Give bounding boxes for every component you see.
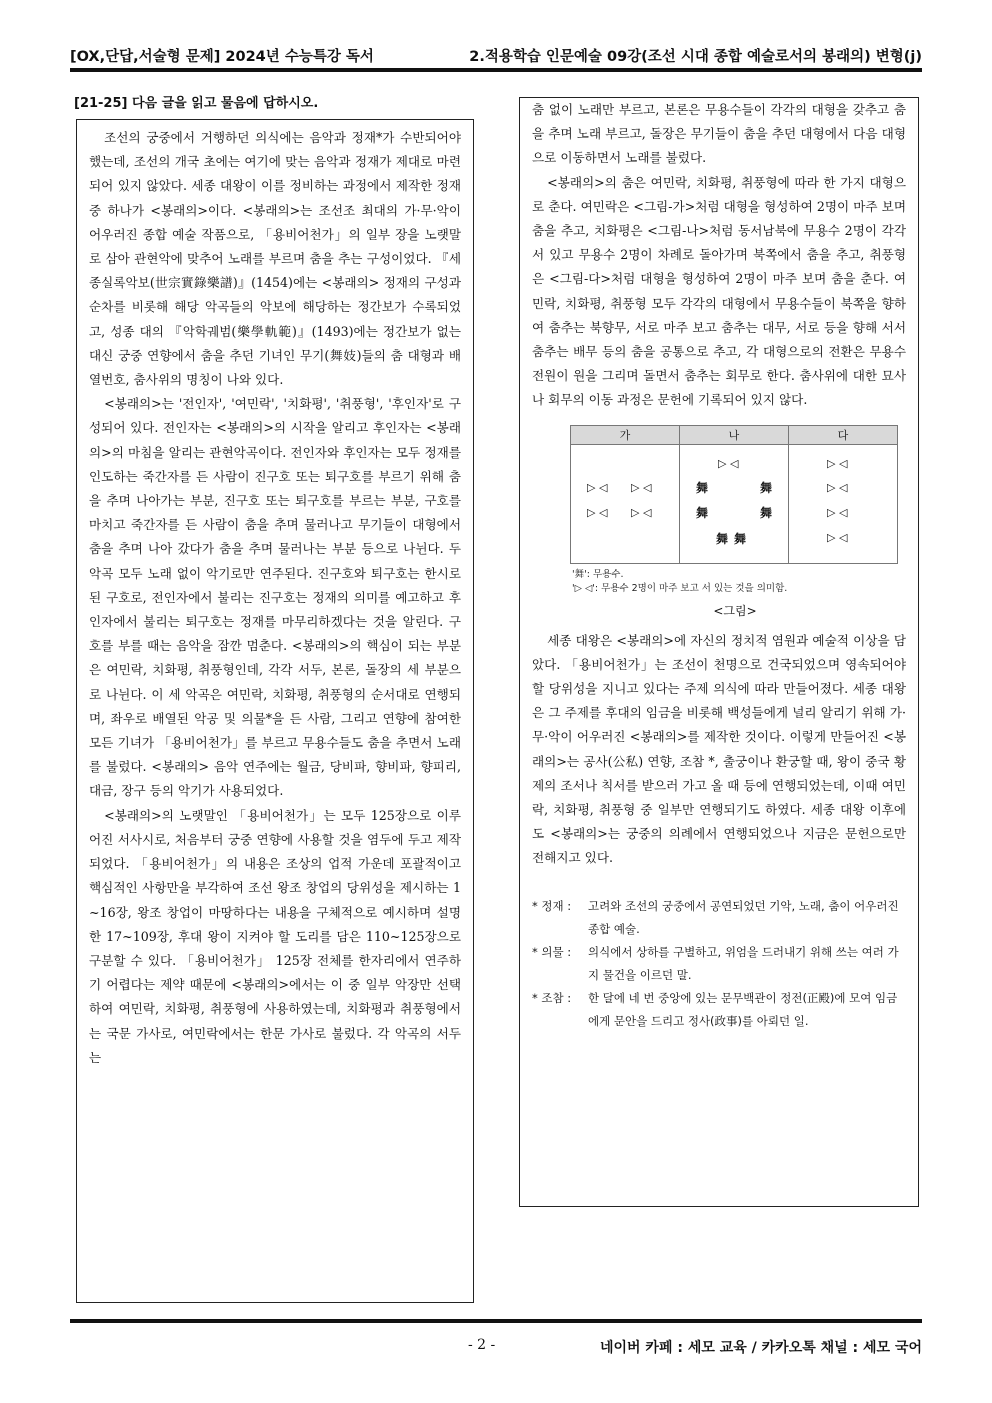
footnote-term: * 의물 : <box>532 944 572 959</box>
facing-pair-marker: ▷ ◁ <box>827 480 848 494</box>
footnote-item <box>532 895 906 941</box>
paragraph-3-continued: 춤 없이 노래만 부르고, 본론은 무용수들이 각각의 대형을 갖추고 춤을 추며 노래 부르고, 돌장은 무기들이 춤을 추던 대형에서 다음 대형으로 이동하면서 노래를 불렀다. <box>532 102 906 166</box>
footnote-term: * 조참 : <box>532 990 572 1005</box>
figure-header-na: 나 <box>680 425 789 444</box>
dancer-marker: 舞 <box>696 480 709 495</box>
page-footer <box>70 1337 922 1357</box>
footnote-definition: 고려와 조선의 궁중에서 공연되었던 기악, 노래, 춤이 어우러진 종합 예술. <box>588 898 899 936</box>
paragraph-5: 세종 대왕은 <봉래의>에 자신의 정치적 염원과 예술적 이상을 담았다. 「용비어천가」는 조선이 천명으로 건국되었으며 영속되어야 할 당위성을 지니고 있다는 주제 의식에 따라 만들어졌다. 세종 대왕은 그 주제를 후대의 임금을 비롯해 백성들에게 널리 알리기 위해 가·무·악이 어우러진 <봉래의>를 제작한 것이다. 이렇게 만들어진 <봉래의>는 공사(公私) 연향, 조참 *, 출궁이나 환궁할 때, 왕이 중국 황제의 조서나 칙서를 받으러 가고 올 때 등에 연행되었는데, 이때 여민락, 치화평, 취풍형 중 일부만 연행되기도 하였다. 세종 대왕 이후에도 <봉래의>는 궁중의 의례에서 연행되었으나 지금은 문헌으로만 전해지고 있다. <box>532 632 906 866</box>
figure-header-ga: 가 <box>571 425 680 444</box>
footnote-definition: 한 달에 네 번 중앙에 있는 문무백관이 정전(正殿)에 모여 임금에게 문안을 드리고 정사(政事)를 아뢰던 일. <box>588 990 898 1028</box>
figure-caption: <그림> <box>713 603 757 618</box>
dancer-marker: 舞 <box>734 531 747 546</box>
facing-pair-marker: ▷ ◁ <box>827 456 848 470</box>
page-number: - 2 - <box>468 1337 496 1353</box>
footnotes <box>532 895 906 1033</box>
paragraph-4: <봉래의>의 춤은 여민락, 치화평, 취풍형에 따라 한 가지 대형으로 춘다. 여민락은 <그림-가>처럼 대형을 형성하여 2명이 마주 보며 춤을 추고, 치화평은 <그림-나>처럼 동서남북에 무용수 2명이 각각 서 있고 무용수 2명이 차례로 돌아가며 북쪽에서 춤을 추고, 취풍형은 <그림-다>처럼 대형을 형성하여 2명이 마주 보며 춤을 춘다. 여민락, 치화평, 취풍형 모두 각각의 대형에서 무용수들이 북쪽을 향하여 춤추는 북향무, 서로 마주 보고 춤추는 대무, 서로 등을 향해 서서 춤추는 배무 등의 춤을 공통으로 추고, 각 대형으로의 전환은 무용수 전원이 원을 그리며 돌면서 춤추는 회무로 한다. 춤사위에 대한 묘사나 회무의 이동 과정은 문헌에 기록되어 있지 않다. <box>532 174 906 408</box>
facing-pair-marker: ▷ ◁ <box>827 530 848 544</box>
footnote-item <box>532 987 906 1033</box>
facing-pair-marker: ▷ ◁ <box>718 456 739 470</box>
paragraph-3: <봉래의>의 노랫말인 「용비어천가」는 모두 125장으로 이루어진 서사시로, 처음부터 궁중 연향에 사용할 것을 염두에 두고 제작되었다. 「용비어천가」의 내용은 조상의 업적 가운데 포괄적이고 핵심적인 사항만을 부각하여 조선 왕조 창업의 당위성을 제시하는 1~16장, 왕조 창업이 마땅하다는 내용을 구체적으로 예시하며 설명한 17~109장, 후대 왕이 지켜야 할 도리를 담은 110~125장으로 구분할 수 있다. 「용비어천가」 125장 전체를 한자리에서 연주하기 어렵다는 제약 때문에 <봉래의>에서는 이 중 일부 악장만 선택하여 여민락, 치화평, 취풍형에 사용하였는데, 치화평과 취풍형에서는 국문 가사로, 여민락에서는 한문 가사로 불렀다. 각 악곡의 서두는 <box>89 807 461 1065</box>
paragraph-1: 조선의 궁중에서 거행하던 의식에는 음악과 정재*가 수반되어야 했는데, 조선의 개국 초에는 여기에 맞는 음악과 정재가 제대로 마련되어 있지 않았다. 세종 대왕이 이를 정비하는 과정에서 제작한 정재 중 하나가 <봉래의>이다. <봉래의>는 조선조 최대의 가·무·악이 어우러진 종합 예술 작품으로, 「용비어천가」의 일부 장을 노랫말로 삼아 관현악에 맞추어 노래를 부르며 춤을 추는 구성이었다. 『세종실록악보(世宗實錄樂譜)』(1454)에는 <봉래의> 정재의 구성과 순차를 비롯해 해당 악곡들의 악보에 해당하는 정간보가 수록되었고, 성종 대의 『악학궤범(樂學軌範)』(1493)에는 정간보가 없는 대신 궁중 연향에서 춤을 추던 기녀인 무기(舞妓)들의 춤 대형과 배열번호, 춤사위의 명칭이 나와 있다. <box>89 130 461 388</box>
dancer-marker: 舞 <box>716 531 729 546</box>
legend-dancer: '舞': 무용수. <box>572 568 624 580</box>
dancer-marker: 舞 <box>760 505 773 520</box>
question-instruction: [21-25] 다음 글을 읽고 물음에 답하시오. <box>74 96 319 111</box>
header-right-title: 2.적용학습 인문예술 09강(조선 시대 종합 예술로서의 봉래의) 변형(j) <box>469 49 922 65</box>
header-rule <box>70 68 922 72</box>
legend-pair: '▷ ◁': 무용수 2명이 마주 보고 서 있는 것을 의미함. <box>572 582 788 594</box>
footnote-term: * 정재 : <box>532 898 572 913</box>
facing-pair-marker: ▷ ◁ <box>587 480 608 494</box>
footer-info: 네이버 카페 : 세모 교육 / 카카오톡 채널 : 세모 국어 <box>599 1340 922 1356</box>
page-header <box>70 44 922 66</box>
formation-ga <box>571 444 680 563</box>
paragraph-2: <봉래의>는 '전인자', '여민락', '치화평', '취풍형', '후인자'로 구성되어 있다. 전인자는 <봉래의>의 시작을 알리고 후인자는 <봉래의>의 마침을 알리는 관현악곡이다. 전인자와 후인자는 모두 정재를 인도하는 죽간자를 든 사람이 진구호 또는 퇴구호를 부르기 위해 춤을 추며 나아가는 부분, 진구호 또는 퇴구호를 부르는 부분, 구호를 마치고 죽간자를 든 사람이 춤을 추며 물러나고 무기들이 대형에서 춤을 추며 나아 갔다가 춤을 추며 물러나는 부분 등으로 나뉜다. 두 악곡 모두 노래 없이 악기로만 연주된다. 진구호와 퇴구호는 한시로 된 구호로, 전인자에서 불리는 진구호는 정재의 의미를 예고하고 후인자에서 불리는 퇴구호는 정재를 마무리하겠다는 것을 알린다. 구호를 부를 때는 음악을 잠깐 멈춘다. <봉래의>의 핵심이 되는 부분은 여민락, 치화평, 취풍형인데, 각각 서두, 본론, 돌장의 세 부분으로 나뉜다. 이 세 악곡은 여민락, 치화평, 취풍형의 순서대로 연행되며, 좌우로 배열된 악공 및 의물*을 든 사람, 그리고 연향에 참여한 모든 기녀가 「용비어천가」를 부르고 무용수들도 춤을 추면서 노래를 불렀다. <봉래의> 음악 연주에는 월금, 당비파, 향비파, 향피리, 대금, 장구 등의 악기가 사용되었다. <box>89 396 461 799</box>
formation-na <box>680 444 789 563</box>
figure-header-da: 다 <box>789 425 898 444</box>
passage-left-column <box>76 119 474 1303</box>
footnote-item <box>532 941 906 987</box>
header-left-title: [OX,단답,서술형 문제] 2024년 수능특강 독서 <box>70 49 374 65</box>
facing-pair-marker: ▷ ◁ <box>631 505 652 519</box>
figure-legend <box>572 568 900 596</box>
dancer-marker: 舞 <box>696 505 709 520</box>
dancer-marker: 舞 <box>760 480 773 495</box>
formation-da <box>789 444 898 563</box>
passage-right-column <box>519 97 919 1207</box>
formation-table <box>570 425 898 564</box>
footnote-definition: 의식에서 상하를 구별하고, 위엄을 드러내기 위해 쓰는 여러 가지 물건을 이르던 말. <box>588 944 899 982</box>
facing-pair-marker: ▷ ◁ <box>827 505 848 519</box>
facing-pair-marker: ▷ ◁ <box>587 505 608 519</box>
facing-pair-marker: ▷ ◁ <box>631 480 652 494</box>
footer-rule <box>70 1319 922 1323</box>
dance-formation-figure <box>570 425 900 619</box>
